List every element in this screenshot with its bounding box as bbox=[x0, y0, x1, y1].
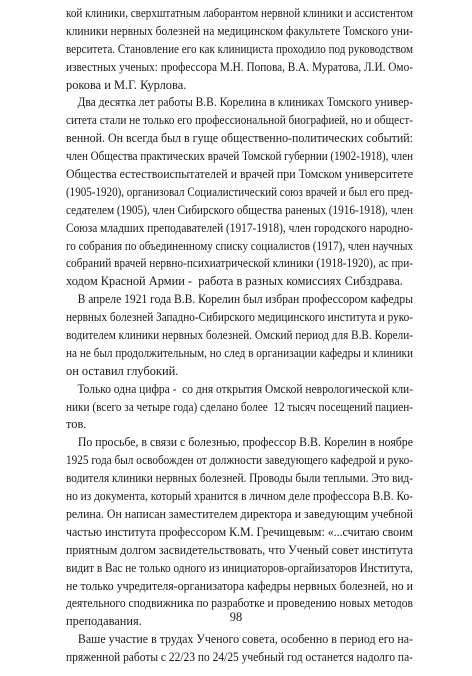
text-line: рокова и М.Г. Курлова. bbox=[66, 77, 187, 92]
text-line: водителем клиники нервных болезней. Омский период для В.В. Корели- bbox=[66, 328, 413, 343]
text-line: пряженной работы с 22/23 по 24/25 учебный год останется надолго па- bbox=[66, 650, 414, 665]
text-line: Только одна цифра - со дня открытия Омской неврологической кли- bbox=[66, 381, 414, 396]
text-line: ходом Красной Армии - работа в разных комиссиях Сибздрава. bbox=[66, 274, 403, 289]
text-line: ники (всего за четыре года) сделано более 12 тысяч посещений пациен- bbox=[66, 399, 414, 414]
page-number: 98 bbox=[229, 610, 243, 624]
text-line: видит в Вас не только одного из инициаторов-оргайизаторов Института, bbox=[66, 560, 413, 575]
text-line: (1905-1920), организовал Социалистический союз врачей и был его пред- bbox=[66, 184, 413, 199]
text-line: Два десятка лет работы В.В. Корелина в клиниках Томского универ- bbox=[66, 95, 413, 110]
paragraph bbox=[66, 631, 413, 667]
text-line: не только учредителя-организатора кафедры нервных болезней, но и bbox=[66, 578, 414, 593]
text-line: верситета. Становление его как клинициста проходило под руководством bbox=[66, 41, 413, 56]
text-line: известных ученых: профессора М.Н. Попова, В.А. Муратова, Л.И. Омо- bbox=[66, 59, 413, 74]
text-line: клиники нервных болезней на медицинском факультете Томского уни- bbox=[66, 23, 413, 38]
text-line: преподавания. bbox=[66, 614, 142, 629]
text-line: По просьбе, в связи с болезнью, профессор В.В. Корелин в ноябре bbox=[66, 435, 413, 450]
body-text bbox=[66, 5, 413, 667]
text-line: член Общества практических врачей Томской губернии (1902-1918), член bbox=[66, 149, 414, 164]
text-line: венной. Он всегда был в гуще общественно-политических событий: bbox=[66, 131, 414, 146]
text-line: Общества естествоиспытателей и врачей при Томском университете bbox=[66, 167, 414, 182]
paragraph bbox=[66, 94, 413, 291]
text-line: Ваше участие в трудах Ученого совета, особенно в период его на- bbox=[66, 632, 414, 647]
text-line: тов. bbox=[66, 417, 87, 432]
text-line: кой клиники, сверхштатным лаборантом нервной клиники и ассистентом bbox=[66, 6, 413, 20]
text-line: В апреле 1921 года В.В. Корелин был избран профессором кафедры bbox=[66, 292, 414, 307]
text-line: водителя клиники нервных болезней. Проводы были теплыми. Это вид- bbox=[66, 471, 413, 486]
text-line: 1925 года был освобожден от должности заведующего кафедрой и руко- bbox=[66, 453, 414, 468]
text-line: деятельного сподвижника по разработке и проведению новых методов bbox=[66, 596, 413, 611]
text-line: нервных болезней Западно-Сибирского медицинского института и руко- bbox=[66, 310, 413, 325]
text-line: частью института профессором К.М. Гречищевым: «...считаю своим bbox=[66, 524, 413, 539]
text-line: ситета стали не только его профессиональной биографией, но и общест- bbox=[66, 113, 414, 128]
text-line: релина. Он написан заместителем директора и заведующим учебной bbox=[66, 506, 413, 521]
text-line: на не был продолжительным, но след в организации кафедры и клиники bbox=[66, 345, 414, 360]
text-line: го собрания по объединенному списку социалистов (1917), член научных bbox=[66, 238, 413, 253]
paragraph bbox=[66, 5, 413, 94]
text-line: седателем (1905), член Сибирского общества раненых (1916-1918), член bbox=[66, 202, 413, 217]
paragraph bbox=[66, 434, 413, 631]
text-line: Союза младших преподавателей (1917-1918), член городского народно- bbox=[66, 220, 413, 235]
text-line: собраний врачей нервно-психиатрической клиники (1918-1920), ас при- bbox=[66, 256, 414, 271]
text-line: он оставил глубокий. bbox=[66, 363, 179, 378]
paragraph bbox=[66, 381, 413, 435]
text-line: приятным долгом засвидетельствовать, что Ученый совет института bbox=[66, 542, 414, 557]
paragraph bbox=[66, 291, 413, 380]
text-line: но из документа, который хранится в личном деле профессора В.В. Ко- bbox=[66, 489, 413, 504]
